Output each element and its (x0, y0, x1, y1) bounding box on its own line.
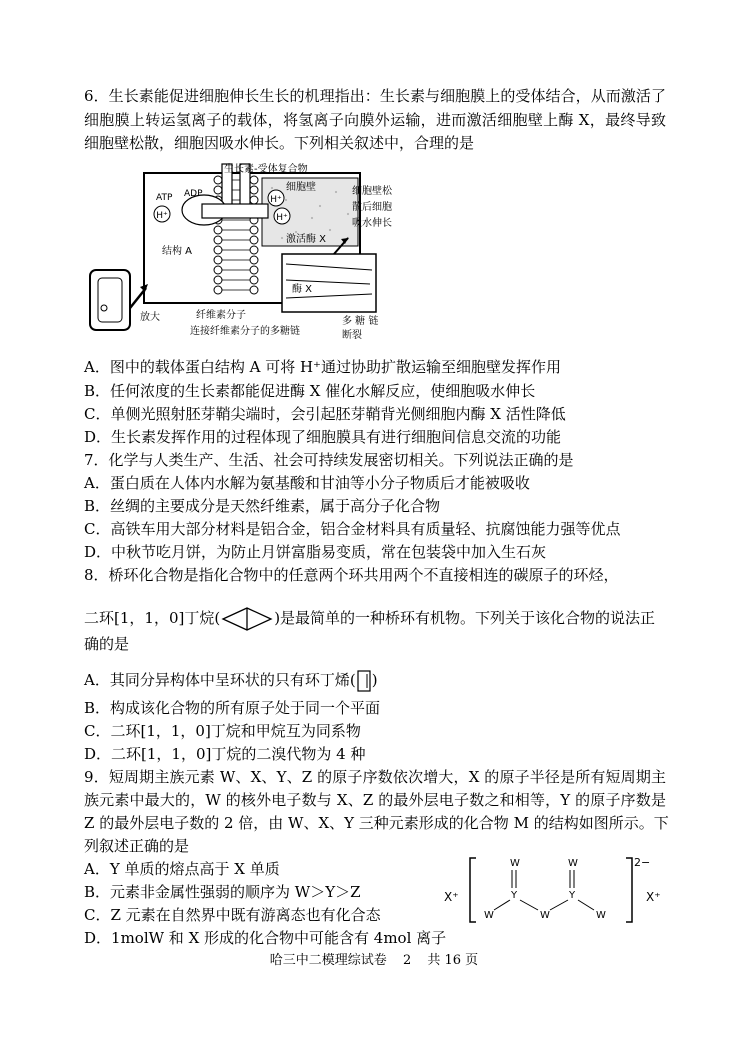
bicyclobutane-structure-icon (220, 605, 274, 633)
q8-stem-after: )是最简单的一种桥环有机物。下列关于该化合物的说法正 (274, 609, 656, 627)
anion-charge: 2− (634, 856, 651, 869)
q8-stem-line-2 (84, 604, 655, 632)
q8-option-a-before: A．其同分异构体中呈环状的只有环丁烯( (84, 671, 356, 689)
q6-stem-line-3: 细胞壁松散，细胞因吸水伸长。下列相关叙述中，合理的是 (84, 134, 475, 152)
enlarge-label: 放大 (140, 312, 160, 323)
q9-option-b: B．元素非金属性强弱的顺序为 W＞Y＞Z (84, 883, 361, 901)
q8-option-a-after: ) (371, 671, 378, 689)
q8-option-b: B．构成该化合物的所有原子处于同一个平面 (84, 699, 381, 717)
q6-stem-line-1: 6．生长素能促进细胞伸长生长的机理指出：生长素与细胞膜上的受体结合，从而激活了 (84, 87, 666, 105)
page-footer (0, 952, 748, 970)
q8-stem-line-3: 确的是 (84, 635, 130, 653)
q9-stem-line-1: 9．短周期主族元素 W、X、Y、Z 的原子序数依次增大，X 的原子半径是所有短周期主 (84, 768, 666, 786)
cation-right: X⁺ (646, 890, 661, 904)
q6-option-c: C．单侧光照射胚芽鞘尖端时，会引起胚芽鞘背光侧细胞内酶 X 活性降低 (84, 405, 566, 423)
q7-option-c: C．高铁车用大部分材料是铝合金，铝合金材料具有质量轻、抗腐蚀能力强等优点 (84, 520, 621, 538)
h-ion-label-right-2: H⁺ (276, 213, 288, 223)
break-label-1: 多 糖 链 (342, 316, 379, 327)
cellulose-label-2: 连接纤维素分子的多糖链 (190, 326, 300, 337)
q9-option-a: A．Y 单质的熔点高于 X 单质 (84, 860, 280, 878)
cellulose-label-1: 纤维素分子 (196, 310, 246, 321)
q9-stem-line-2: 族元素中最大的，W 的核外电子数与 X、Z 的最外层电子数之和相等，Y 的原子序数是 (84, 791, 666, 809)
w-top-left: W (510, 858, 520, 869)
q7-option-a: A．蛋白质在人体内水解为氨基酸和甘油等小分子物质后才能被吸收 (84, 474, 530, 492)
loosen-line-2: 散后细胞 (352, 202, 392, 213)
q8-option-c: C．二环[1，1，0]丁烷和甲烷互为同系物 (84, 722, 361, 740)
q6-option-b: B．任何浓度的生长素都能促进酶 X 催化水解反应，使细胞吸水伸长 (84, 382, 536, 400)
q6-option-a: A．图中的载体蛋白结构 A 可将 H⁺通过协助扩散运输至细胞壁发挥作用 (84, 358, 561, 376)
q9-stem-line-4: 列叙述正确的是 (84, 837, 190, 855)
footer-page-number: 2 (402, 953, 412, 968)
q6-option-d: D．生长素发挥作用的过程体现了细胞膜具有进行细胞间信息交流的功能 (84, 428, 562, 446)
enzyme-x-label: 酶 X (292, 284, 313, 295)
y-right: Y (569, 890, 576, 901)
q9-structure-figure (440, 850, 672, 930)
q7-option-d: D．中秋节吃月饼，为防止月饼富脂易变质，常在包装袋中加入生石灰 (84, 543, 547, 561)
q9-stem-line-3: Z 的最外层电子数的 2 倍，由 W、X、Y 三种元素形成的化合物 M 的结构如图所示。下 (84, 814, 669, 832)
q6-stem-line-2: 细胞膜上转运氢离子的载体，将氢离子向膜外运输，进而激活细胞壁上酶 X，最终导致 (84, 111, 666, 129)
q9-option-c: C．Z 元素在自然界中既有游离态也有化合态 (84, 906, 381, 924)
activate-enzyme-label: 激活酶 X (286, 234, 327, 245)
q8-stem-line-1: 8．桥环化合物是指化合物中的任意两个环共用两个不直接相连的碳原子的环烃， (84, 566, 619, 584)
break-label-2: 断裂 (342, 330, 362, 340)
q8-option-a (84, 666, 378, 694)
h-ion-label-right-1: H⁺ (270, 195, 282, 205)
adp-label: ADP (184, 189, 203, 199)
q8-stem-before: 二环[1，1，0]丁烷( (84, 609, 221, 627)
w-top-right: W (568, 858, 578, 869)
footer-school: 哈三中二模理综试卷 (269, 953, 387, 968)
q9-option-d: D．1molW 和 X 形成的化合物中可能含有 4mol 离子 (84, 929, 447, 947)
loosen-line-3: 吸水伸长 (352, 218, 392, 229)
struct-a-label: 结构 A (162, 246, 193, 257)
cyclobutene-structure-icon (356, 669, 372, 693)
q7-stem: 7．化学与人类生产、生活、社会可持续发展密切相关。下列说法正确的是 (84, 451, 574, 469)
loosen-line-1: 细胞壁松 (352, 186, 392, 197)
y-left: Y (511, 890, 518, 901)
atp-label: ATP (156, 193, 173, 203)
footer-total-pages: 共 16 页 (427, 953, 479, 968)
q6-figure (86, 158, 416, 340)
wall-label: 细胞壁 (286, 182, 316, 193)
q7-option-b: B．丝绸的主要成分是天然纤维素，属于高分子化合物 (84, 497, 441, 515)
w-bottom-left: W (484, 910, 494, 921)
cation-left: X⁺ (444, 890, 459, 904)
h-ion-label-left: H⁺ (156, 211, 168, 221)
w-bridge: W (540, 910, 550, 921)
w-bottom-right: W (596, 910, 606, 921)
complex-label: 生长素-受体复合物 (224, 164, 308, 175)
q8-option-d: D．二环[1，1，0]丁烷的二溴代物为 4 种 (84, 745, 366, 763)
